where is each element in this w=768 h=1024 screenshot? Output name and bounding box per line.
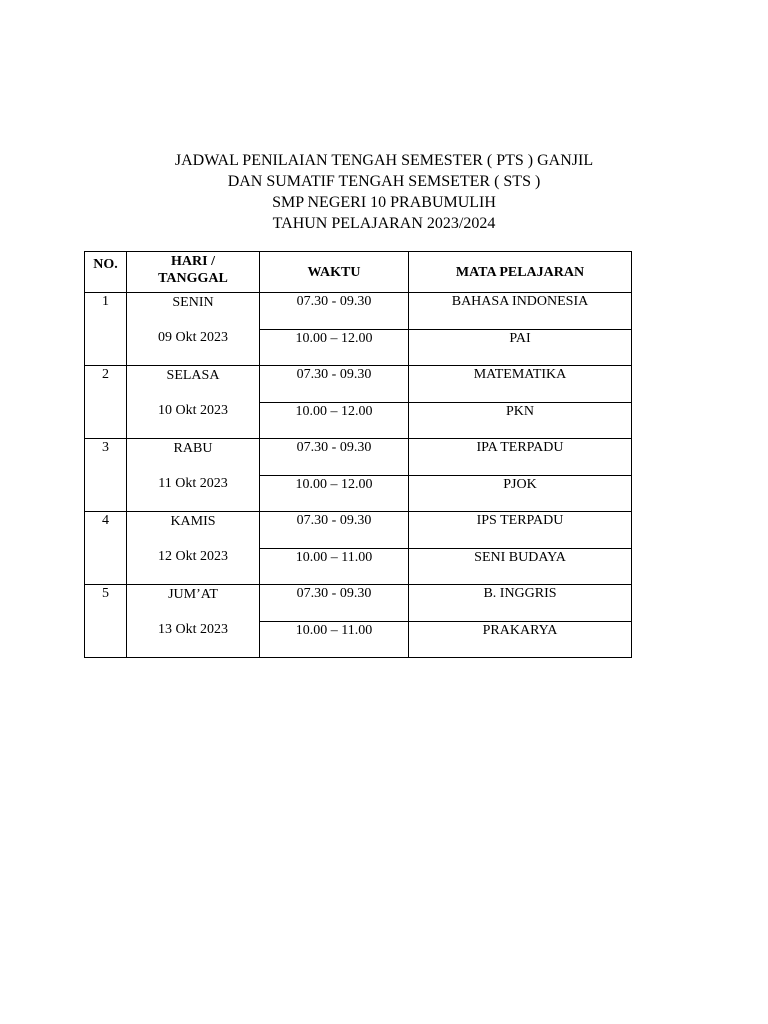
day-cell <box>127 439 260 512</box>
time-cell: 10.00 – 11.00 <box>260 548 409 585</box>
schedule-table <box>84 251 632 658</box>
time-cell: 10.00 – 12.00 <box>260 475 409 512</box>
table-row <box>85 366 632 403</box>
row-number: 2 <box>85 366 127 439</box>
header-day-line2: TANGGAL <box>158 271 228 286</box>
subject-cell: PKN <box>409 402 632 439</box>
time-cell: 10.00 – 11.00 <box>260 621 409 658</box>
row-number: 3 <box>85 439 127 512</box>
subject-cell: BAHASA INDONESIA <box>409 293 632 330</box>
day-cell <box>127 293 260 366</box>
header-day-date <box>127 252 260 293</box>
table-header-row <box>85 252 632 293</box>
header-subject: MATA PELAJARAN <box>409 252 632 293</box>
time-cell: 07.30 - 09.30 <box>260 585 409 622</box>
day-cell <box>127 585 260 658</box>
table-row <box>85 293 632 330</box>
subject-cell: SENI BUDAYA <box>409 548 632 585</box>
time-cell: 07.30 - 09.30 <box>260 293 409 330</box>
day-name: RABU <box>173 441 213 456</box>
title-line: SMP NEGERI 10 PRABUMULIH <box>272 194 496 211</box>
table-row <box>85 585 632 622</box>
day-name: KAMIS <box>170 514 216 529</box>
header-no: NO. <box>85 252 127 293</box>
header-day-line1: HARI / <box>171 254 215 269</box>
day-date: 11 Okt 2023 <box>158 476 228 491</box>
title-line: JADWAL PENILAIAN TENGAH SEMESTER ( PTS ) GANJIL <box>174 152 594 169</box>
row-number: 5 <box>85 585 127 658</box>
row-number: 4 <box>85 512 127 585</box>
time-cell: 07.30 - 09.30 <box>260 439 409 476</box>
day-cell <box>127 366 260 439</box>
table-row <box>85 439 632 476</box>
day-cell <box>127 512 260 585</box>
day-name: SENIN <box>172 295 214 310</box>
subject-cell: PJOK <box>409 475 632 512</box>
day-date: 10 Okt 2023 <box>158 403 228 418</box>
day-name: JUM’AT <box>168 587 218 602</box>
day-date: 09 Okt 2023 <box>158 330 228 345</box>
document-title <box>84 150 684 234</box>
title-line: DAN SUMATIF TENGAH SEMSETER ( STS ) <box>227 173 541 190</box>
subject-cell: PRAKARYA <box>409 621 632 658</box>
day-name: SELASA <box>166 368 220 383</box>
subject-cell: IPS TERPADU <box>409 512 632 549</box>
subject-cell: PAI <box>409 329 632 366</box>
row-number: 1 <box>85 293 127 366</box>
time-cell: 10.00 – 12.00 <box>260 402 409 439</box>
header-time: WAKTU <box>260 252 409 293</box>
time-cell: 10.00 – 12.00 <box>260 329 409 366</box>
subject-cell: MATEMATIKA <box>409 366 632 403</box>
title-line: TAHUN PELAJARAN 2023/2024 <box>272 215 496 232</box>
day-date: 13 Okt 2023 <box>158 622 228 637</box>
day-date: 12 Okt 2023 <box>158 549 228 564</box>
table-row <box>85 512 632 549</box>
time-cell: 07.30 - 09.30 <box>260 366 409 403</box>
subject-cell: IPA TERPADU <box>409 439 632 476</box>
time-cell: 07.30 - 09.30 <box>260 512 409 549</box>
subject-cell: B. INGGRIS <box>409 585 632 622</box>
